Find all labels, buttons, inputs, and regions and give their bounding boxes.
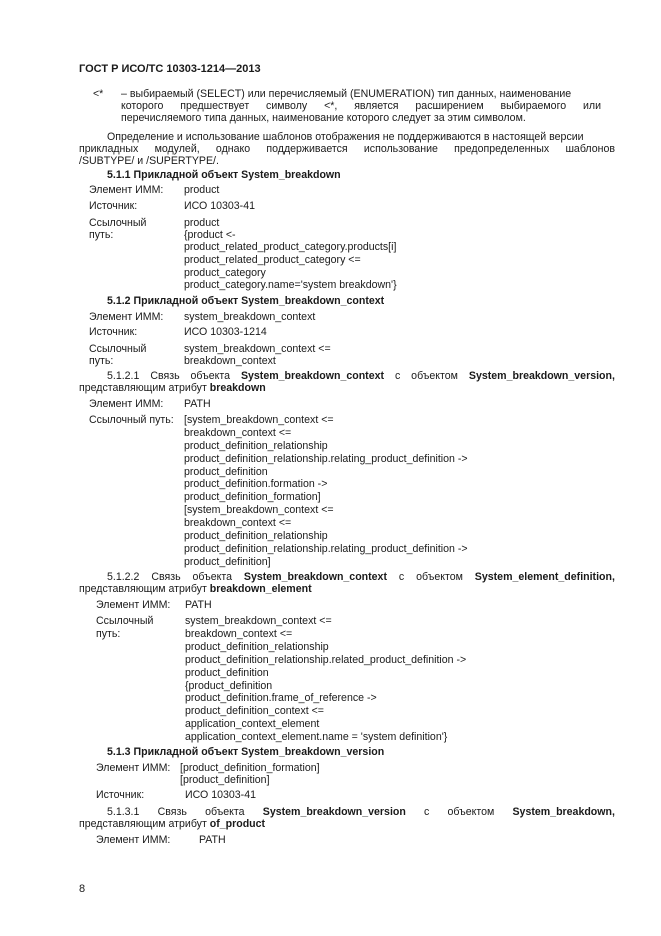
attribute-text: представляющим атрибут — [79, 583, 210, 595]
path-line: product_related_product_category <= — [184, 254, 361, 266]
path-line: {product <- — [184, 229, 236, 241]
path-line: product_definition_relationship — [185, 641, 329, 653]
word: или — [582, 100, 601, 112]
imm-value: PATH — [199, 834, 226, 846]
label-imm: Элемент ИММ: — [96, 834, 171, 846]
label-ref-path: путь: — [96, 628, 121, 640]
word: 5.1.2.1 — [107, 370, 140, 382]
section-5-1-3-heading: 5.1.3 Прикладной объект System_breakdown_version — [107, 746, 385, 758]
note-line-2 — [121, 100, 601, 112]
section-5-1-2-1-line-1 — [107, 370, 615, 382]
word: прикладных — [79, 143, 139, 155]
word: объекта — [192, 571, 232, 583]
word: расширением — [415, 100, 484, 112]
label-ref-path: Ссылочный — [89, 217, 147, 229]
path-line: breakdown_context <= — [185, 628, 293, 640]
word: 5.1.2.2 — [107, 571, 140, 583]
imm-value: PATH — [184, 398, 211, 410]
word: которого — [121, 100, 164, 112]
word: модулей, — [154, 143, 200, 155]
path-line: product_definition_relationship.relating_product_definition -> — [184, 453, 468, 465]
imm-value: [product_definition] — [180, 774, 270, 786]
word: объектом — [416, 571, 463, 583]
label-source: Источник: — [89, 326, 138, 338]
word: поддерживается — [266, 143, 348, 155]
path-line: product_related_product_category.products[i] — [184, 241, 397, 253]
object-name: System_breakdown, — [512, 806, 615, 818]
imm-value: PATH — [185, 599, 212, 611]
path-line: product_definition_relationship.relating_product_definition -> — [184, 543, 468, 555]
label-ref-path: Ссылочный — [89, 343, 147, 355]
source-value: ИСО 10303-1214 — [184, 326, 267, 338]
path-line: product_category — [184, 267, 266, 279]
path-line: system_breakdown_context <= — [185, 615, 332, 627]
page-number: 8 — [79, 883, 86, 895]
object-name: System_breakdown_context — [243, 571, 387, 583]
label-ref-path: Ссылочный — [96, 615, 154, 627]
section-5-1-2-2-line-1 — [107, 571, 615, 583]
section-5-1-1-heading: 5.1.1 Прикладной объект System_breakdown — [107, 169, 341, 181]
path-line: [system_breakdown_context <= — [184, 504, 334, 516]
word: объекта — [190, 370, 231, 382]
object-name: System_breakdown_version — [262, 806, 406, 818]
label-ref-path: путь: — [89, 229, 114, 241]
word: предопределенных — [454, 143, 550, 155]
path-line: [system_breakdown_context <= — [184, 414, 334, 426]
intro-line-1: Определение и использование шаблонов отображения не поддерживаются в настоящей версии — [107, 131, 584, 143]
word: с — [424, 806, 430, 818]
word: предшествует — [180, 100, 250, 112]
note-symbol: <* — [93, 88, 104, 100]
path-line: product_definition_relationship.related_product_definition -> — [185, 654, 467, 666]
note-line-1: – выбираемый (SELECT) или перечисляемый (ENUMERATION) тип данных, наименование — [121, 88, 572, 100]
label-source: Источник: — [89, 200, 138, 212]
attribute-name: breakdown_element — [209, 583, 312, 595]
path-line: product_definition — [185, 667, 269, 679]
path-line: product_definition — [184, 466, 268, 478]
section-5-1-3-1-line-2 — [79, 818, 265, 830]
attribute-name: of_product — [209, 818, 266, 830]
word: с — [394, 370, 401, 382]
document-header: ГОСТ Р ИСО/ТС 10303-1214—2013 — [79, 63, 261, 75]
word: с — [398, 571, 405, 583]
path-line: application_context_element.name = 'system definition'} — [185, 731, 448, 743]
path-line: breakdown_context <= — [184, 427, 292, 439]
label-imm: Элемент ИММ: — [89, 311, 164, 323]
word: Связь — [150, 370, 180, 382]
label-source: Источник: — [96, 789, 145, 801]
word: объектом — [447, 806, 495, 818]
path-line: breakdown_context <= — [184, 517, 292, 529]
section-5-1-2-heading: 5.1.2 Прикладной объект System_breakdown_context — [107, 295, 385, 307]
word: использование — [363, 143, 438, 155]
intro-line-3: /SUBTYPE/ и /SUPERTYPE/. — [79, 155, 219, 167]
word: выбираемого — [500, 100, 567, 112]
attribute-text: представляющим атрибут — [79, 818, 210, 830]
path-line: {product_definition — [185, 680, 273, 692]
section-5-1-2-1-line-2 — [79, 382, 266, 394]
word: является — [354, 100, 399, 112]
source-value: ИСО 10303-41 — [184, 200, 255, 212]
imm-value: [product_definition_formation] — [180, 762, 320, 774]
path-line: product — [184, 217, 220, 229]
path-line: product_definition_relationship — [184, 530, 328, 542]
path-line: product_definition.formation -> — [184, 478, 328, 490]
object-name: System_breakdown_context — [240, 370, 385, 382]
path-line: breakdown_context — [184, 355, 276, 367]
path-line: product_definition.frame_of_reference -> — [185, 692, 377, 704]
section-5-1-2-2-line-2 — [79, 583, 312, 595]
path-line: product_definition_relationship — [184, 440, 328, 452]
word: Связь — [151, 571, 181, 583]
source-value: ИСО 10303-41 — [185, 789, 256, 801]
word: шаблонов — [565, 143, 615, 155]
path-line: system_breakdown_context <= — [184, 343, 331, 355]
label-ref-path: Ссылочный путь: — [89, 414, 174, 426]
intro-line-2 — [79, 143, 615, 155]
label-ref-path: путь: — [89, 355, 114, 367]
imm-value: system_breakdown_context — [184, 311, 316, 323]
word: Связь — [157, 806, 187, 818]
label-imm: Элемент ИММ: — [96, 599, 171, 611]
word: объекта — [205, 806, 245, 818]
imm-value: product — [184, 184, 220, 196]
section-5-1-3-1-line-1 — [107, 806, 615, 818]
word: символу — [266, 100, 308, 112]
path-line: application_context_element — [185, 718, 320, 730]
path-line: product_category.name='system breakdown'} — [184, 279, 397, 291]
word: 5.1.3.1 — [107, 806, 140, 818]
label-imm: Элемент ИММ: — [89, 398, 164, 410]
word: объектом — [411, 370, 458, 382]
word: однако — [215, 143, 251, 155]
object-name: System_breakdown_version, — [468, 370, 615, 382]
label-imm: Элемент ИММ: — [89, 184, 164, 196]
path-line: product_definition] — [184, 556, 271, 568]
path-line: product_definition_formation] — [184, 491, 321, 503]
label-imm: Элемент ИММ: — [96, 762, 171, 774]
note-line-3: перечисляемого типа данных, наименование которого следует за этим символом. — [121, 112, 526, 124]
object-name: System_element_definition, — [474, 571, 615, 583]
attribute-text: представляющим атрибут — [79, 382, 210, 394]
path-line: product_definition_context <= — [185, 705, 324, 717]
attribute-name: breakdown — [209, 382, 266, 394]
word: <*, — [324, 100, 338, 112]
